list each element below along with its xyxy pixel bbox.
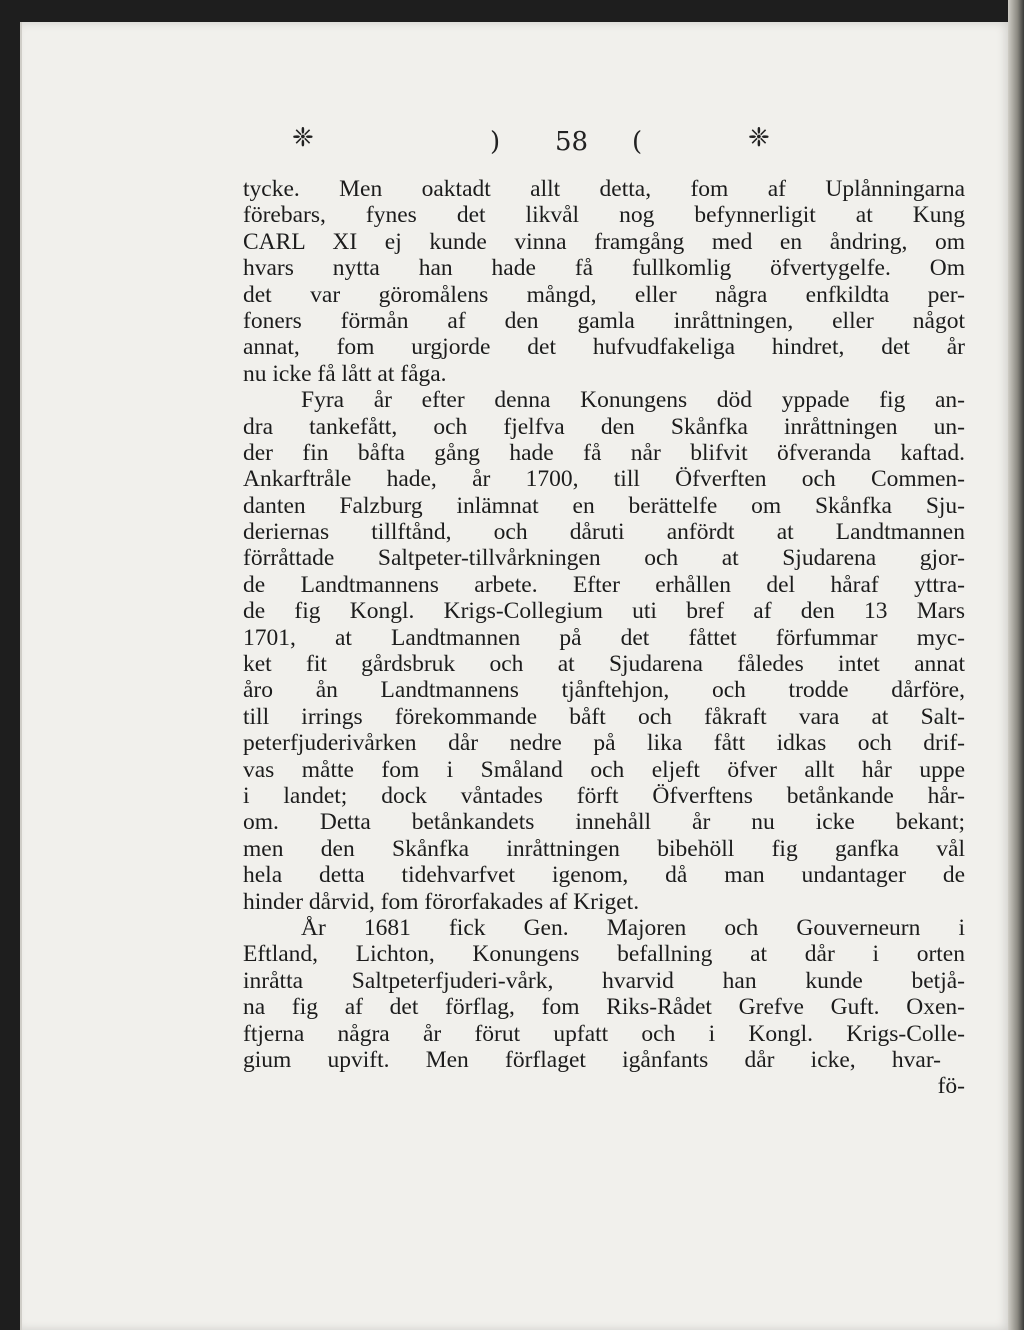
text-line: det var göromålens mångd, eller några enfkildta per- [243, 281, 965, 308]
text-line: peterfjuderivårken dår nedre på lika fått idkas och drif- [243, 730, 965, 757]
text-line: om. Detta betånkandets innehåll år nu icke bekant; [243, 809, 965, 836]
text-line: förråttade Saltpeter-tillvårkningen och at Sjudarena gjor- [243, 545, 965, 572]
text-line: förebars, fynes det likvål nog befynnerligit at Kung [243, 202, 965, 229]
ornament-left-icon: ❈ [292, 123, 314, 153]
page-edge [1008, 0, 1024, 1330]
text-line: Eftland, Lichton, Konungens befallning at dår i orten [243, 941, 965, 968]
text-line: inråtta Saltpeterfjuderi-vårk, hvarvid han kunde betjå- [243, 967, 965, 994]
text-line: i landet; dock våntades förft Öfverftens betånkande hår- [243, 782, 965, 809]
text-line: deriernas tillftånd, och dåruti anfördt at Landtmannen [243, 519, 965, 546]
text-line: ket fit gårdsbruk och at Sjudarena fåledes intet annat [243, 651, 965, 678]
text-line: Fyra år efter denna Konungens död yppade fig an- [301, 387, 965, 414]
text-line: CARL XI ej kunde vinna framgång med en åndring, om [243, 228, 965, 255]
header-paren-left: ) [490, 127, 501, 157]
text-line: annat, fom urgjorde det hufvudfakeliga hindret, det år [243, 334, 965, 361]
text-line: gium upvift. Men förflaget igånfants dår icke, hvar- [243, 1046, 941, 1073]
text-line: åro ån Landtmannens tjånftehjon, och trodde dårföre, [243, 677, 965, 704]
text-line: hvars nytta han hade få fullkomlig öfvertygelfe. Om [243, 255, 965, 282]
text-line: hela detta tidehvarfvet igenom, då man undantager de [243, 862, 965, 889]
text-line: nu icke få lått at fåga. [243, 360, 447, 387]
text-line: de Landtmannens arbete. Efter erhållen del håraf yttra- [243, 571, 965, 598]
text-line: tycke. Men oaktadt allt detta, fom af Uplånningarna [243, 176, 965, 202]
text-line: ftjerna några år förut upfatt och i Kongl. Krigs-Colle- [243, 1020, 965, 1047]
text-line: men den Skånfka inråttningen bibehöll fig ganfka vål [243, 835, 965, 862]
page-number: 58 [555, 127, 589, 157]
text-line: fö- [937, 1073, 965, 1100]
text-line: 1701, at Landtmannen på det fåttet förfummar myc- [243, 624, 965, 651]
body-text [243, 176, 965, 1100]
text-line: till irrings förekommande båft och fåkraft vara at Salt- [243, 703, 965, 730]
ornament-right-icon: ❈ [748, 123, 770, 153]
text-line: der fin båfta gång hade få når blifvit öfveranda kaftad. [243, 439, 965, 466]
header-paren-right: ( [632, 127, 643, 157]
text-line: dra tankefått, och fjelfva den Skånfka inråttningen un- [243, 413, 965, 440]
text-line: hinder dårvid, fom förorfakades af Kriget. [243, 888, 640, 915]
text-line: na fig af det förflag, fom Riks-Rådet Grefve Guft. Oxen- [243, 994, 965, 1021]
text-line: Ankarftråle hade, år 1700, till Öfverften och Commen- [243, 466, 965, 493]
text-line: År 1681 fick Gen. Majoren och Gouverneurn i [301, 914, 965, 941]
page-header [0, 123, 1024, 163]
text-line: danten Falzburg inlämnat en berättelfe om Skånfka Sju- [243, 492, 965, 519]
text-line: vas måtte fom i Småland och eljeft öfver allt hår uppe [243, 756, 965, 783]
text-line: de fig Kongl. Krigs-Collegium uti bref af den 13 Mars [243, 598, 965, 625]
text-line: foners förmån af den gamla inråttningen, eller något [243, 307, 965, 334]
